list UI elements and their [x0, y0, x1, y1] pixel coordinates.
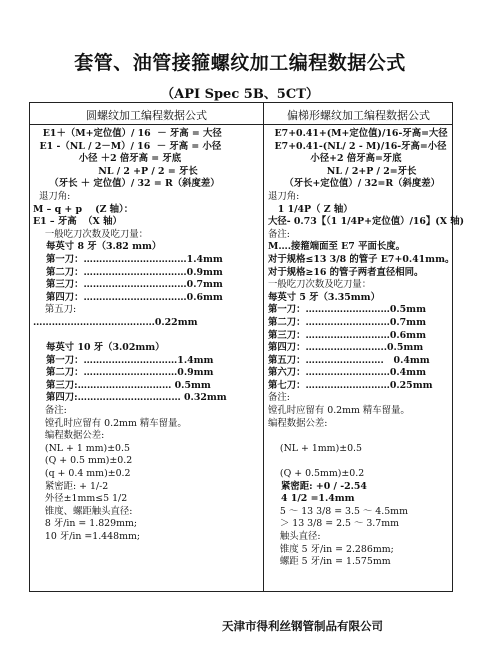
formula-table [29, 102, 465, 592]
company-name: 天津市得利丝钢管制品有限公司 [222, 619, 383, 633]
formula-line: 第一刀：………………………0.5mm [268, 304, 427, 316]
right-column-header: 偏梯形螺纹加工编程数据公式 [287, 109, 430, 122]
formula-line: 备注: [33, 405, 67, 417]
formula-line: 第四刀：……………………..0.5mm [268, 342, 424, 354]
formula-line: E1＋（M+定位值）/ 16 － 牙高 = 大径 [33, 128, 222, 139]
formula-line: (q + 0.4 mm)±0.2 [33, 468, 131, 480]
document-title: 套管、油管接箍螺纹加工编程数据公式 [74, 52, 406, 74]
formula-line: 第一刀：…………………………1.4mm [33, 354, 214, 366]
formula-line: 第二刀：…………………………0.9mm [33, 367, 214, 379]
formula-line: 每英寸 8 牙（3.82 mm） [33, 241, 162, 253]
formula-line [268, 430, 451, 443]
formula-line: 第四刀:…………………………… 0.32mm [33, 392, 227, 404]
formula-line: 一般吃刀次数及吃刀量： [33, 228, 149, 240]
formula-line [33, 330, 261, 343]
formula-line: 镗孔时应留有 0.2mm 精车留量。 [268, 405, 410, 417]
formula-line: 紧密距: +0 / -2.54 [268, 480, 367, 492]
formula-line: 触头直径: [268, 531, 321, 542]
formula-line: 每英寸 10 牙（3.02mm） [33, 342, 165, 354]
formula-line: 紧密距: + 1/-2 [33, 480, 109, 492]
formula-line: 一般吃刀次数及吃刀量： [268, 279, 372, 291]
formula-line: 备注: [268, 228, 290, 240]
formula-line: E1 -（NL / 2－M）/ 16 － 牙高 = 小径 [33, 140, 222, 152]
column-divider [263, 103, 264, 591]
formula-line: 第三刀:………………………… 0.5mm [33, 379, 211, 391]
formula-line: 1 1/4P（ Z 轴） [268, 203, 353, 215]
formula-line: 每英寸 5 牙（3.35mm） [268, 291, 380, 303]
formula-line: 退刀角: [33, 190, 71, 202]
formula-line: 外径±1mm≤5 1/2 [33, 493, 128, 505]
formula-line: …………………………………0.22mm [33, 316, 198, 328]
formula-line: M – q + p (Z 轴）： [33, 203, 134, 215]
formula-line: NL / 2 +P / 2 = 牙长 [33, 165, 198, 177]
formula-line: 第三刀：……………………………0.7mm [33, 279, 223, 291]
formula-line: 第五刀: [33, 304, 77, 316]
formula-line: E7+0.41+(M+定位值)/16-牙高=大径 [268, 128, 448, 139]
formula-line: 镗孔时应留有 0.2mm 精车留量。 [33, 417, 187, 429]
formula-line: 第六刀：………………………0.4mm [268, 367, 427, 379]
formula-line: 锥度 5 牙/in = 2.286mm; [268, 543, 394, 555]
round-thread-column [33, 128, 261, 544]
formula-line: 第二刀：……………………………0.9mm [33, 266, 223, 278]
formula-line: 第七刀：………………………0.25mm [268, 379, 433, 391]
formula-line: (NL + 1mm)±0.5 [268, 442, 362, 454]
formula-line: 8 牙/in = 1.829mm; [33, 518, 138, 530]
document-subtitle: （API Spec 5B、5CT） [161, 87, 319, 102]
formula-line: M….接箍端面至 E7 平面长度。 [268, 241, 405, 253]
formula-line: 小径 ＋2 倍牙高 = 牙底 [33, 153, 182, 165]
formula-line: 螺距 5 牙/in = 1.575mm [268, 556, 391, 568]
formula-line: E1 – 牙高 （X 轴） [33, 216, 122, 228]
formula-line: E7+0.41-(NL/ 2 - M)/16-牙高=小径 [268, 140, 447, 152]
formula-line: 第三刀：………………………0.6mm [268, 329, 427, 341]
formula-line: 第一刀：……………………………1.4mm [33, 253, 223, 265]
formula-line: 备注: [268, 392, 290, 404]
left-column-header: 圆螺纹加工编程数据公式 [86, 109, 207, 122]
formula-line: 编程数据公差: [33, 430, 105, 442]
formula-line: 退刀角: [268, 190, 300, 202]
formula-line: 对于规格≥16 的管子两者直径相同。 [268, 266, 424, 278]
formula-line: (Q + 0.5mm)±0.2 [268, 468, 365, 480]
formula-line: 第二刀：………………………0.7mm [268, 316, 427, 328]
formula-line: 对于规格≤13 3/8 的管子 E7+0.41mm。 [268, 253, 455, 265]
formula-line: 编程数据公差: [268, 417, 328, 429]
formula-line: 10 牙/in =1.448mm; [33, 531, 141, 542]
header-divider [30, 124, 452, 125]
formula-line: 5 ～ 13 3/8 = 3.5 ～ 4.5mm [268, 505, 408, 517]
formula-line: NL / 2+P / 2=牙长 [268, 165, 417, 177]
formula-line: （牙长 ＋ 定位值）/ 32 = R（斜度差） [33, 178, 220, 190]
formula-line: ＞ 13 3/8 = 2.5 ～ 3.7mm [268, 518, 400, 530]
formula-line: 第五刀：……………………. 0.4mm [268, 354, 430, 366]
buttress-thread-column [268, 128, 465, 569]
formula-line: 大径- 0.73【（1 1/4P+定位值）/16】(X 轴) [268, 216, 465, 228]
formula-line: (Q + 0.5 mm)±0.2 [33, 455, 133, 467]
formula-line: 小径+2 倍牙高=牙底 [268, 153, 402, 165]
formula-line [268, 455, 451, 468]
formula-line: 4 1/2 =1.4mm [268, 493, 355, 505]
formula-line: 第四刀：……………………………0.6mm [33, 291, 223, 303]
formula-line: （牙长+定位值）/ 32=R（斜度差） [268, 178, 441, 190]
formula-line: 锥度、螺距触头直径: [33, 505, 133, 517]
formula-line: (NL + 1 mm)±0.5 [33, 442, 130, 454]
